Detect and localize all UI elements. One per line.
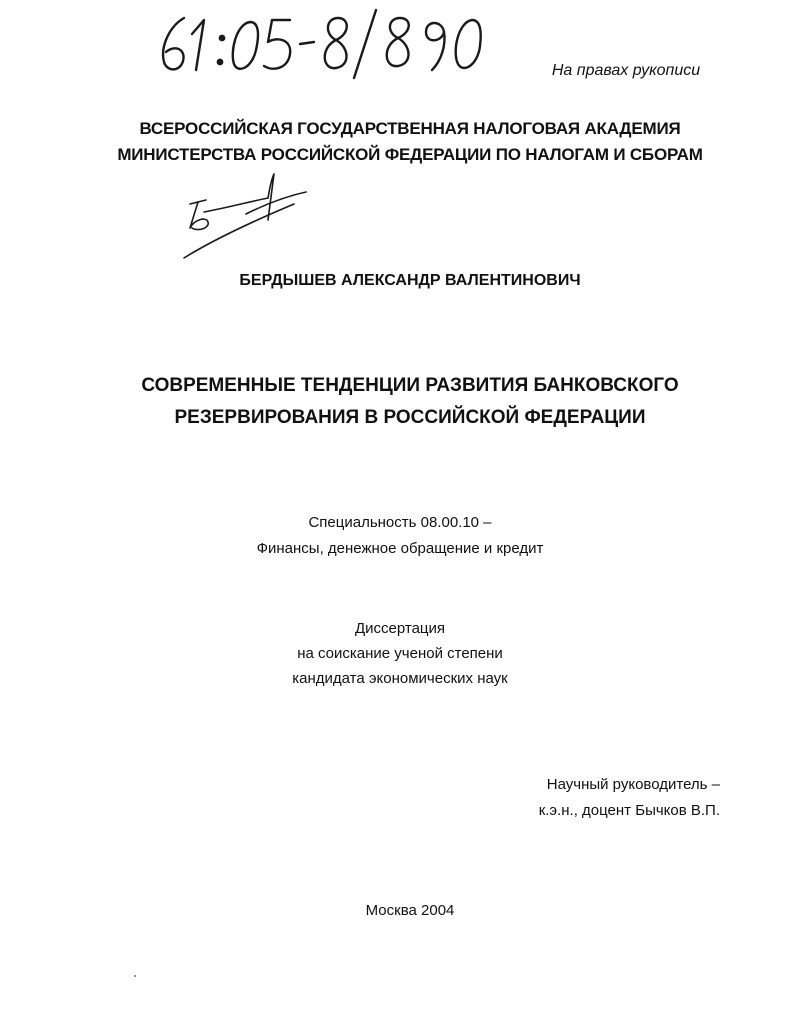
title-line-2: РЕЗЕРВИРОВАНИЯ В РОССИЙСКОЙ ФЕДЕРАЦИИ [174, 407, 646, 428]
title-line-1: СОВРЕМЕННЫЕ ТЕНДЕНЦИИ РАЗВИТИЯ БАНКОВСКОГО [141, 375, 679, 396]
specialty-name: Финансы, денежное обращение и кредит [256, 540, 544, 557]
rights-note: На правах рукописи [551, 62, 701, 79]
supervisor [500, 772, 720, 824]
supervisor-name: к.э.н., доцент Бычков В.П. [538, 802, 720, 819]
degree-statement [60, 616, 740, 691]
institution-name [60, 116, 760, 168]
author-signature [176, 168, 316, 268]
dissertation-title [60, 370, 760, 434]
degree-line-3: кандидата экономических наук [292, 670, 508, 687]
degree-line-1: Диссертация [354, 620, 446, 637]
author-name: БЕРДЫШЕВ АЛЕКСАНДР ВАЛЕНТИНОВИЧ [239, 272, 581, 289]
specialty [60, 510, 740, 562]
degree-line-2: на соискание ученой степени [297, 645, 503, 662]
supervisor-label: Научный руководитель – [546, 776, 720, 793]
institution-line-1: ВСЕРОССИЙСКАЯ ГОСУДАРСТВЕННАЯ НАЛОГОВАЯ АКАДЕМИЯ [139, 119, 681, 138]
scan-speck [134, 975, 136, 977]
handwritten-archive-number [150, 8, 490, 80]
specialty-code: Специальность 08.00.10 – [308, 514, 492, 531]
institution-line-2: МИНИСТЕРСТВА РОССИЙСКОЙ ФЕДЕРАЦИИ ПО НАЛОГАМ И СБОРАМ [117, 145, 703, 164]
city-year: Москва 2004 [365, 902, 455, 919]
